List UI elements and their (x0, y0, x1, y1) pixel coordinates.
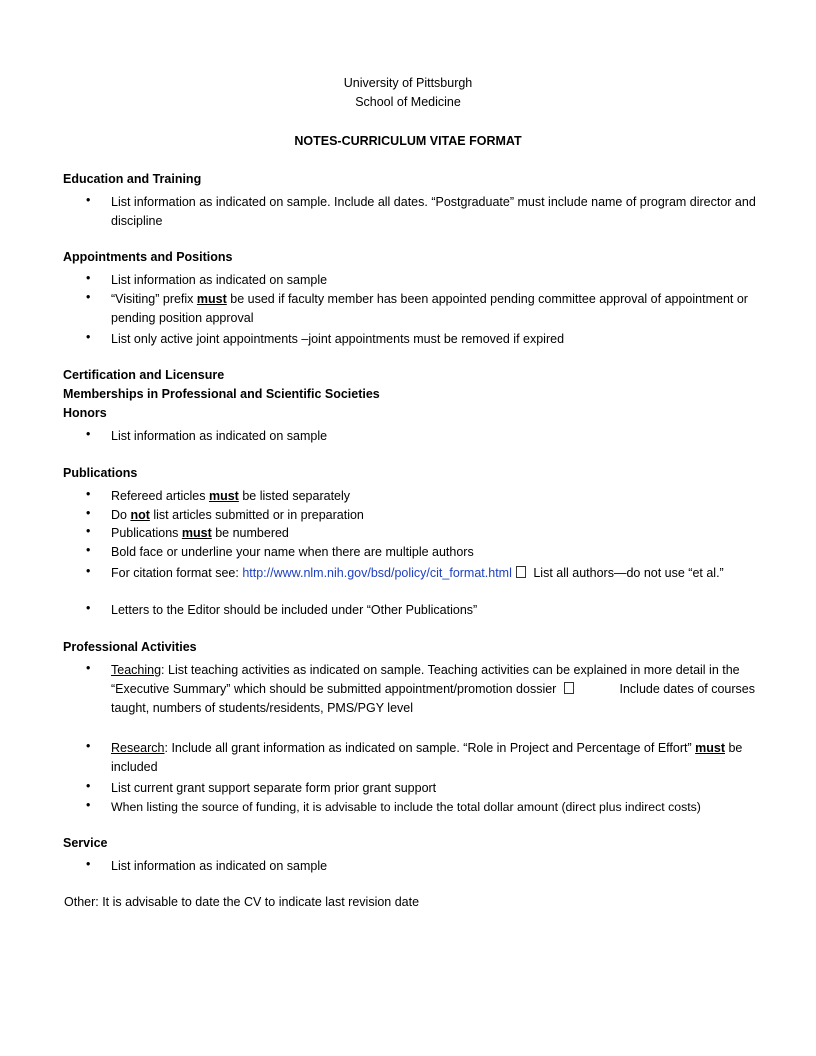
appointments-item-3: List only active joint appointments –joint appointments must be removed if expired (111, 332, 565, 346)
bullet-icon: • (86, 487, 91, 501)
heading-appointments: Appointments and Positions (63, 250, 233, 264)
professional-item-3: List current grant support separate form prior grant support (111, 781, 437, 795)
heading-publications: Publications (63, 466, 138, 480)
publications-item-3: Publications must be numbered (111, 526, 289, 540)
appointments-item-2: “Visiting” prefix must be used if faculty member has been appointed pending committee approval of appointment or pending position approval (111, 292, 748, 325)
bullet-icon: • (86, 427, 91, 441)
publications-item-4: Bold face or underline your name when there are multiple authors (111, 545, 474, 559)
bullet-icon: • (86, 193, 91, 207)
honors-item-1: List information as indicated on sample (111, 429, 328, 443)
education-item-1: List information as indicated on sample. Include all dates. “Postgraduate” must include name of program director and discipline (111, 195, 756, 228)
bullet-icon: • (86, 271, 91, 285)
bullet-icon: • (86, 564, 91, 578)
heading-memberships: Memberships in Professional and Scientific Societies (63, 387, 380, 401)
bullet-icon: • (86, 330, 91, 344)
bullet-icon: • (86, 524, 91, 538)
citation-format-link[interactable]: http://www.nlm.nih.gov/bsd/policy/cit_format.html (242, 566, 512, 580)
service-item-1: List information as indicated on sample (111, 859, 328, 873)
professional-research-item: Research: Include all grant information as indicated on sample. “Role in Project and Percentage of Effort” must be included (111, 741, 743, 774)
heading-professional: Professional Activities (63, 640, 197, 654)
professional-item-4: When listing the source of funding, it is advisable to include the total dollar amount (direct plus indirect costs) (111, 800, 701, 814)
bullet-icon: • (86, 779, 91, 793)
heading-honors: Honors (63, 406, 107, 420)
placeholder-box-icon (516, 566, 526, 578)
professional-teaching-item: Teaching: List teaching activities as indicated on sample. Teaching activities can be explained in more detail in the “Executive Summary” which should be submitted appointment/promotion dossier Include dates of courses taught, numbers of students/residents, PMS/PGY level (111, 663, 759, 715)
other-note: Other: It is advisable to date the CV to indicate last revision date (64, 895, 420, 909)
placeholder-box-icon (564, 682, 574, 694)
heading-education: Education and Training (63, 172, 202, 186)
university-name: University of Pittsburgh (343, 76, 473, 90)
publications-item-6: Letters to the Editor should be included under “Other Publications” (111, 603, 478, 617)
bullet-icon: • (86, 543, 91, 557)
publications-item-1: Refereed articles must be listed separately (111, 489, 351, 503)
heading-service: Service (63, 836, 108, 850)
bullet-icon: • (86, 506, 91, 520)
school-name: School of Medicine (355, 95, 461, 109)
appointments-item-1: List information as indicated on sample (111, 273, 328, 287)
heading-certification: Certification and Licensure (63, 368, 225, 382)
bullet-icon: • (86, 601, 91, 615)
bullet-icon: • (86, 739, 91, 753)
publications-item-2: Do not list articles submitted or in preparation (111, 508, 364, 522)
bullet-icon: • (86, 661, 91, 675)
bullet-icon: • (86, 857, 91, 871)
document-title: NOTES-CURRICULUM VITAE FORMAT (294, 134, 522, 148)
bullet-icon: • (86, 798, 91, 812)
publications-item-5: For citation format see: http://www.nlm.nih.gov/bsd/policy/cit_format.html List all authors—do not use “et al.” (111, 566, 724, 580)
bullet-icon: • (86, 290, 91, 304)
